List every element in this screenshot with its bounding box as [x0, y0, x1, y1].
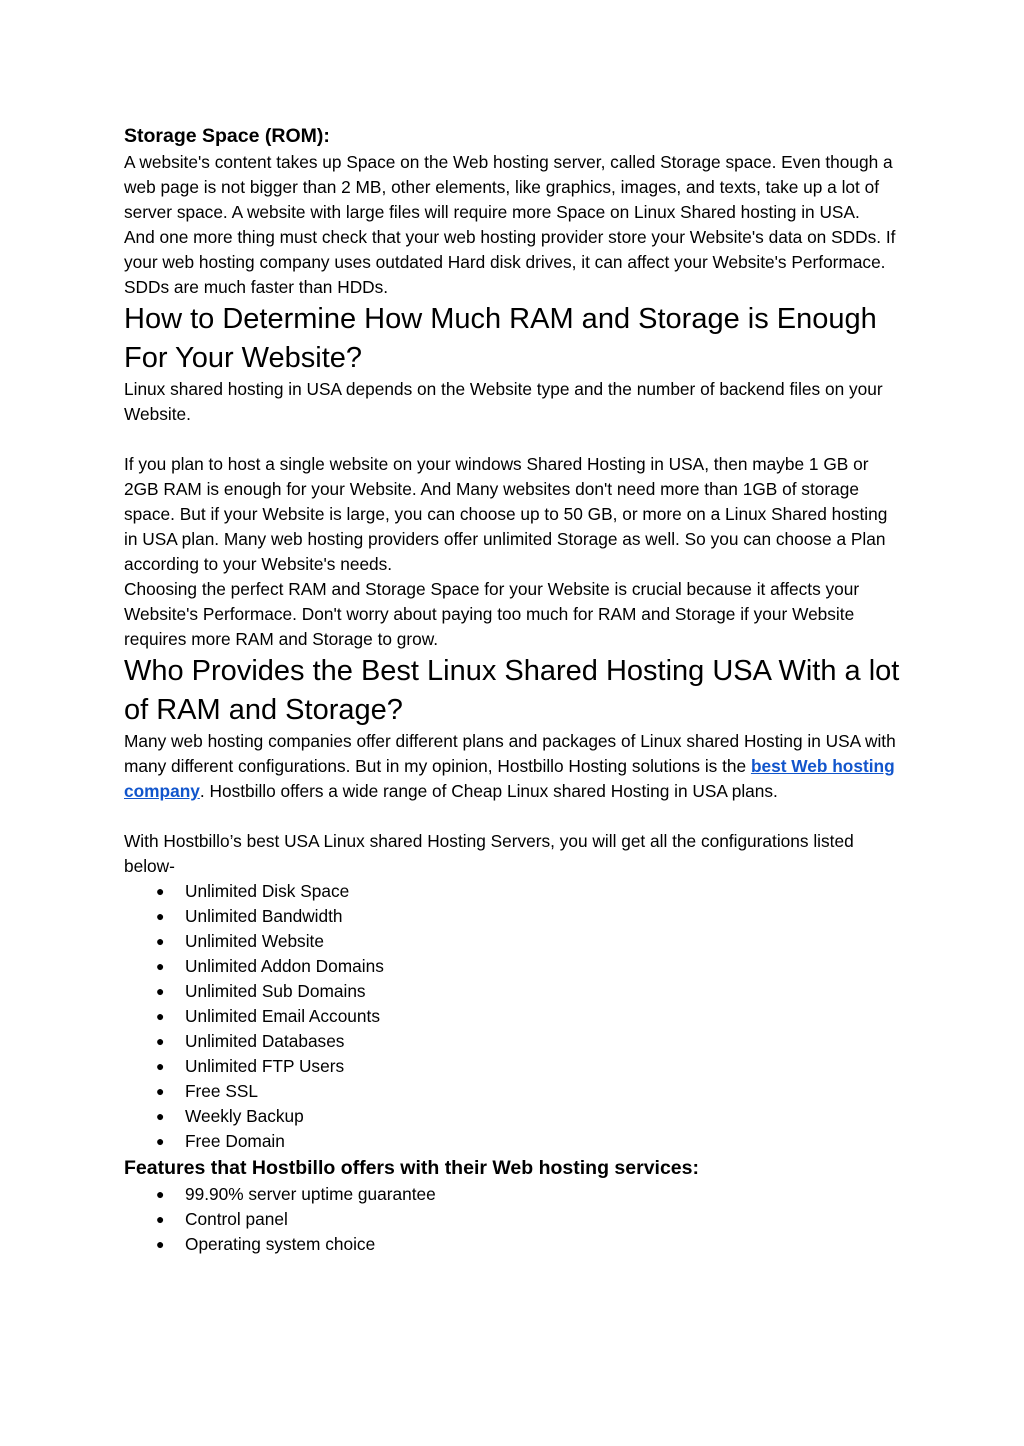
list-item	[124, 954, 904, 979]
bullet-icon: ●	[156, 1133, 165, 1149]
list-item	[124, 1029, 904, 1054]
list-item-label: Weekly Backup	[185, 1106, 304, 1126]
bullet-icon: ●	[156, 1236, 165, 1252]
provider-paragraph-1-start: Many web hosting companies offer different plans and packages of Linux shared Hosting in USA with many different configurations. But in my opinion, Hostbillo Hosting solutions is the	[124, 731, 896, 776]
list-item	[124, 1129, 904, 1154]
list-item-label: Free Domain	[185, 1131, 285, 1151]
determine-paragraph-3: Choosing the perfect RAM and Storage Space for your Website is crucial because it affects your Website's Performace. Don't worry about paying too much for RAM and Storage if your Website requires more RAM and Storage to grow.	[124, 579, 860, 649]
list-item	[124, 1079, 904, 1104]
list-item-label: Unlimited FTP Users	[185, 1056, 345, 1076]
provider-paragraph-2: With Hostbillo’s best USA Linux shared Hosting Servers, you will get all the configurations listed below-	[124, 831, 854, 876]
blank-line	[124, 804, 904, 829]
storage-paragraph-1: A website's content takes up Space on the Web hosting server, called Storage space. Even though a web page is not bigger than 2 MB, other elements, like graphics, images, and texts, take up a lot of server space. A website with large files will require more Space on Linux Shared hosting in USA.	[124, 152, 893, 222]
bullet-icon: ●	[156, 1211, 165, 1227]
list-item	[124, 1232, 904, 1257]
list-item-label: Free SSL	[185, 1081, 258, 1101]
features-list	[124, 1182, 904, 1257]
determine-paragraph-1: Linux shared hosting in USA depends on the Website type and the number of backend files on your Website.	[124, 379, 883, 424]
bullet-icon: ●	[156, 1083, 165, 1099]
features-heading: Features that Hostbillo offers with their Web hosting services:	[124, 1157, 699, 1179]
best-web-hosting-link[interactable]: best Web hosting company	[124, 756, 895, 801]
storage-heading: Storage Space (ROM):	[124, 125, 330, 147]
bullet-icon: ●	[156, 1058, 165, 1074]
list-item-label: Unlimited Bandwidth	[185, 906, 343, 926]
bullet-icon: ●	[156, 983, 165, 999]
list-item	[124, 1207, 904, 1232]
bullet-icon: ●	[156, 908, 165, 924]
bullet-icon: ●	[156, 1008, 165, 1024]
bullet-icon: ●	[156, 1186, 165, 1202]
list-item-label: Unlimited Disk Space	[185, 881, 350, 901]
determine-heading: How to Determine How Much RAM and Storage is Enough For Your Website?	[124, 303, 877, 374]
configurations-list	[124, 879, 904, 1154]
list-item	[124, 1004, 904, 1029]
list-item-label: Unlimited Databases	[185, 1031, 345, 1051]
list-item	[124, 929, 904, 954]
bullet-icon: ●	[156, 883, 165, 899]
list-item	[124, 1182, 904, 1207]
list-item	[124, 979, 904, 1004]
bullet-icon: ●	[156, 933, 165, 949]
list-item-label: Unlimited Addon Domains	[185, 956, 384, 976]
determine-paragraph-2: If you plan to host a single website on your windows Shared Hosting in USA, then maybe 1 GB or 2GB RAM is enough for your Website. And Many websites don't need more than 1GB of storage space. But if your Website is large, you can choose up to 50 GB, or more on a Linux Shared hosting in USA plan. Many web hosting providers offer unlimited Storage as well. So you can choose a Plan according to your Website's needs.	[124, 454, 888, 574]
list-item-label: Control panel	[185, 1209, 288, 1229]
list-item	[124, 1104, 904, 1129]
bullet-icon: ●	[156, 1033, 165, 1049]
provider-paragraph-1-end: . Hostbillo offers a wide range of Cheap Linux shared Hosting in USA plans.	[199, 781, 778, 801]
provider-paragraph-1	[124, 729, 904, 804]
bullet-icon: ●	[156, 1108, 165, 1124]
list-item-label: Unlimited Website	[185, 931, 324, 951]
blank-line	[124, 427, 904, 452]
list-item	[124, 879, 904, 904]
list-item-label: 99.90% server uptime guarantee	[185, 1184, 436, 1204]
bullet-icon: ●	[156, 958, 165, 974]
list-item-label: Unlimited Sub Domains	[185, 981, 366, 1001]
storage-paragraph-2: And one more thing must check that your web hosting provider store your Website's data on SDDs. If your web hosting company uses outdated Hard disk drives, it can affect your Website's Performace. SDDs are much faster than HDDs.	[124, 227, 896, 297]
list-item	[124, 1054, 904, 1079]
list-item	[124, 904, 904, 929]
list-item-label: Unlimited Email Accounts	[185, 1006, 380, 1026]
provider-heading: Who Provides the Best Linux Shared Hosting USA With a lot of RAM and Storage?	[124, 655, 900, 726]
list-item-label: Operating system choice	[185, 1234, 376, 1254]
